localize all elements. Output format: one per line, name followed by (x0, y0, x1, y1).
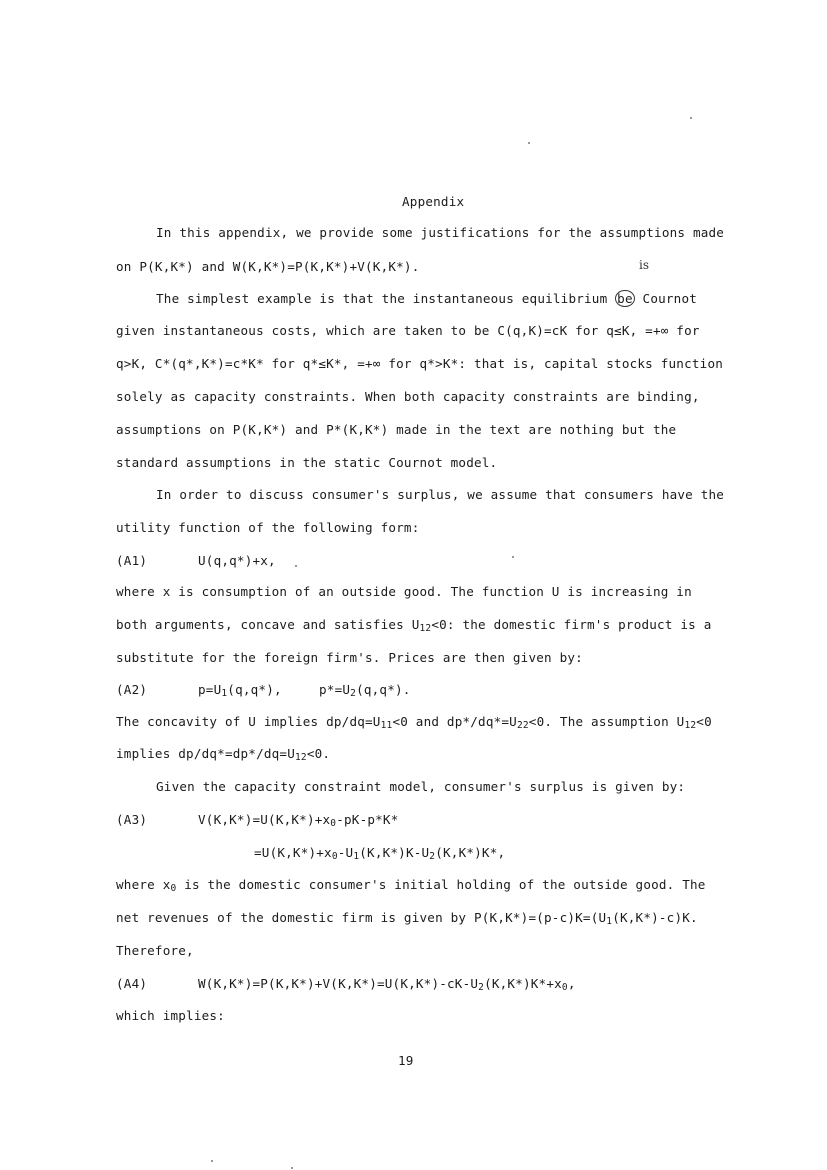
para5-b: <0 and dp*/dq*=U (392, 714, 517, 729)
para5-a: The concavity of U implies dp/dq=U (116, 714, 381, 729)
subscript: 11 (380, 720, 393, 731)
para7-line2 (116, 910, 698, 926)
eq-a3-c: =U(K,K*)+x (254, 845, 332, 860)
subscript: 22 (516, 720, 529, 731)
eq-a2-label: (A2) (116, 682, 148, 697)
para2-line2: given instantaneous costs, which are taken to be C(q,K)=cK for q≤K, =+∞ for (116, 323, 700, 338)
para2-line5: assumptions on P(K,K*) and P*(K,K*) made in the text are nothing but the (116, 422, 677, 437)
para4-line2-a: both arguments, concave and satisfies U (116, 617, 420, 632)
eq-a2-part1 (198, 682, 282, 698)
para4-line2-b: <0: the domestic firm's product is a (431, 617, 712, 632)
eq-a1: U(q,q*)+x, (198, 553, 276, 568)
subscript: 12 (419, 623, 432, 634)
eq-a2-p: p=U (198, 682, 222, 697)
scan-speck (211, 1160, 213, 1162)
eq-a4-c: , (567, 976, 576, 991)
para4-line3: substitute for the foreign firm's. Prices are then given by: (116, 650, 583, 665)
para1-line1: In this appendix, we provide some justifications for the assumptions made (156, 225, 725, 240)
para2-line6: standard assumptions in the static Cournot model. (116, 455, 498, 470)
para2-line4: solely as capacity constraints. When both capacity constraints are binding, (116, 389, 700, 404)
eq-a2-pstar: p*=U (319, 682, 351, 697)
subscript: 12 (295, 752, 307, 763)
eq-a2-p-end: (q,q*), (227, 682, 282, 697)
subscript: 0 (561, 982, 568, 993)
para3-line1: In order to discuss consumer's surplus, we assume that consumers have the (156, 487, 725, 502)
scan-speck (690, 117, 692, 119)
para2-line1-text: The simplest example is that the instantaneous equilibrium (156, 291, 608, 306)
eq-a1-label: (A1) (116, 553, 148, 568)
subscript: 1 (606, 916, 613, 927)
para7-a: where x (116, 877, 171, 892)
para7-d: (K,K*)-c)K. (612, 910, 698, 925)
para5-f: <0. (306, 746, 331, 761)
para4-line2 (116, 617, 712, 633)
para4-line1: where x is consumption of an outside good. The function U is increasing in (116, 584, 692, 599)
eq-a3-b: -pK-p*K* (336, 812, 399, 827)
para7-b: is the domestic consumer's initial holding of the outside good. The (176, 877, 706, 892)
subscript: 2 (350, 688, 357, 699)
para3-line2: utility function of the following form: (116, 520, 420, 535)
para5-d: <0 (696, 714, 712, 729)
para2-line1 (156, 291, 697, 307)
subscript: 12 (684, 720, 697, 731)
para5-line2 (116, 746, 330, 762)
scan-speck (295, 565, 297, 567)
subscript: 2 (478, 982, 485, 993)
subscript: 0 (170, 883, 177, 894)
para2-line3: q>K, C*(q*,K*)=c*K* for q*≤K*, =+∞ for q*>K*: that is, capital stocks function (116, 356, 724, 371)
para7-c: net revenues of the domestic firm is given by P(K,K*)=(p-c)K=(U (116, 910, 607, 925)
eq-a3-e: (K,K*)K-U (359, 845, 430, 860)
subscript: 1 (221, 688, 228, 699)
eq-a3-label: (A3) (116, 812, 148, 827)
scan-speck (512, 556, 514, 558)
eq-a2-pstar-end: (q,q*). (356, 682, 411, 697)
eq-a4 (198, 976, 576, 992)
eq-a4-a: W(K,K*)=P(K,K*)+V(K,K*)=U(K,K*)-cK-U (198, 976, 479, 991)
eq-a4-label: (A4) (116, 976, 148, 991)
eq-a3-f: (K,K*)K*, (435, 845, 506, 860)
eq-a4-b: (K,K*)K*+x (484, 976, 562, 991)
margin-note: is (639, 258, 649, 272)
scan-speck (528, 142, 530, 144)
circled-word: be (617, 291, 633, 306)
para5-c: <0. The assumption U (528, 714, 685, 729)
eq-a3-line1 (198, 812, 398, 828)
para6-line1: Given the capacity constraint model, consumer's surplus is given by: (156, 779, 686, 794)
eq-a3-a: V(K,K*)=U(K,K*)+x (198, 812, 331, 827)
scan-speck (291, 1167, 293, 1169)
para5-e: implies dp/dq*=dp*/dq=U (116, 746, 295, 761)
subscript: 2 (429, 851, 436, 862)
para2-line1-end: Cournot (642, 291, 698, 306)
para5-line1 (116, 714, 712, 730)
eq-a3-line2 (254, 845, 505, 861)
subscript: 0 (330, 818, 337, 829)
page-number: 19 (398, 1053, 414, 1068)
appendix-heading: Appendix (402, 194, 465, 209)
para8-line1: which implies: (116, 1008, 225, 1023)
subscript: 0 (331, 851, 338, 862)
para7-line1 (116, 877, 706, 893)
para7-line3: Therefore, (116, 943, 194, 958)
subscript: 1 (353, 851, 360, 862)
eq-a2-part2 (319, 682, 411, 698)
para1-line2: on P(K,K*) and W(K,K*)=P(K,K*)+V(K,K*). (116, 259, 420, 274)
eq-a3-d: -U (337, 845, 354, 860)
